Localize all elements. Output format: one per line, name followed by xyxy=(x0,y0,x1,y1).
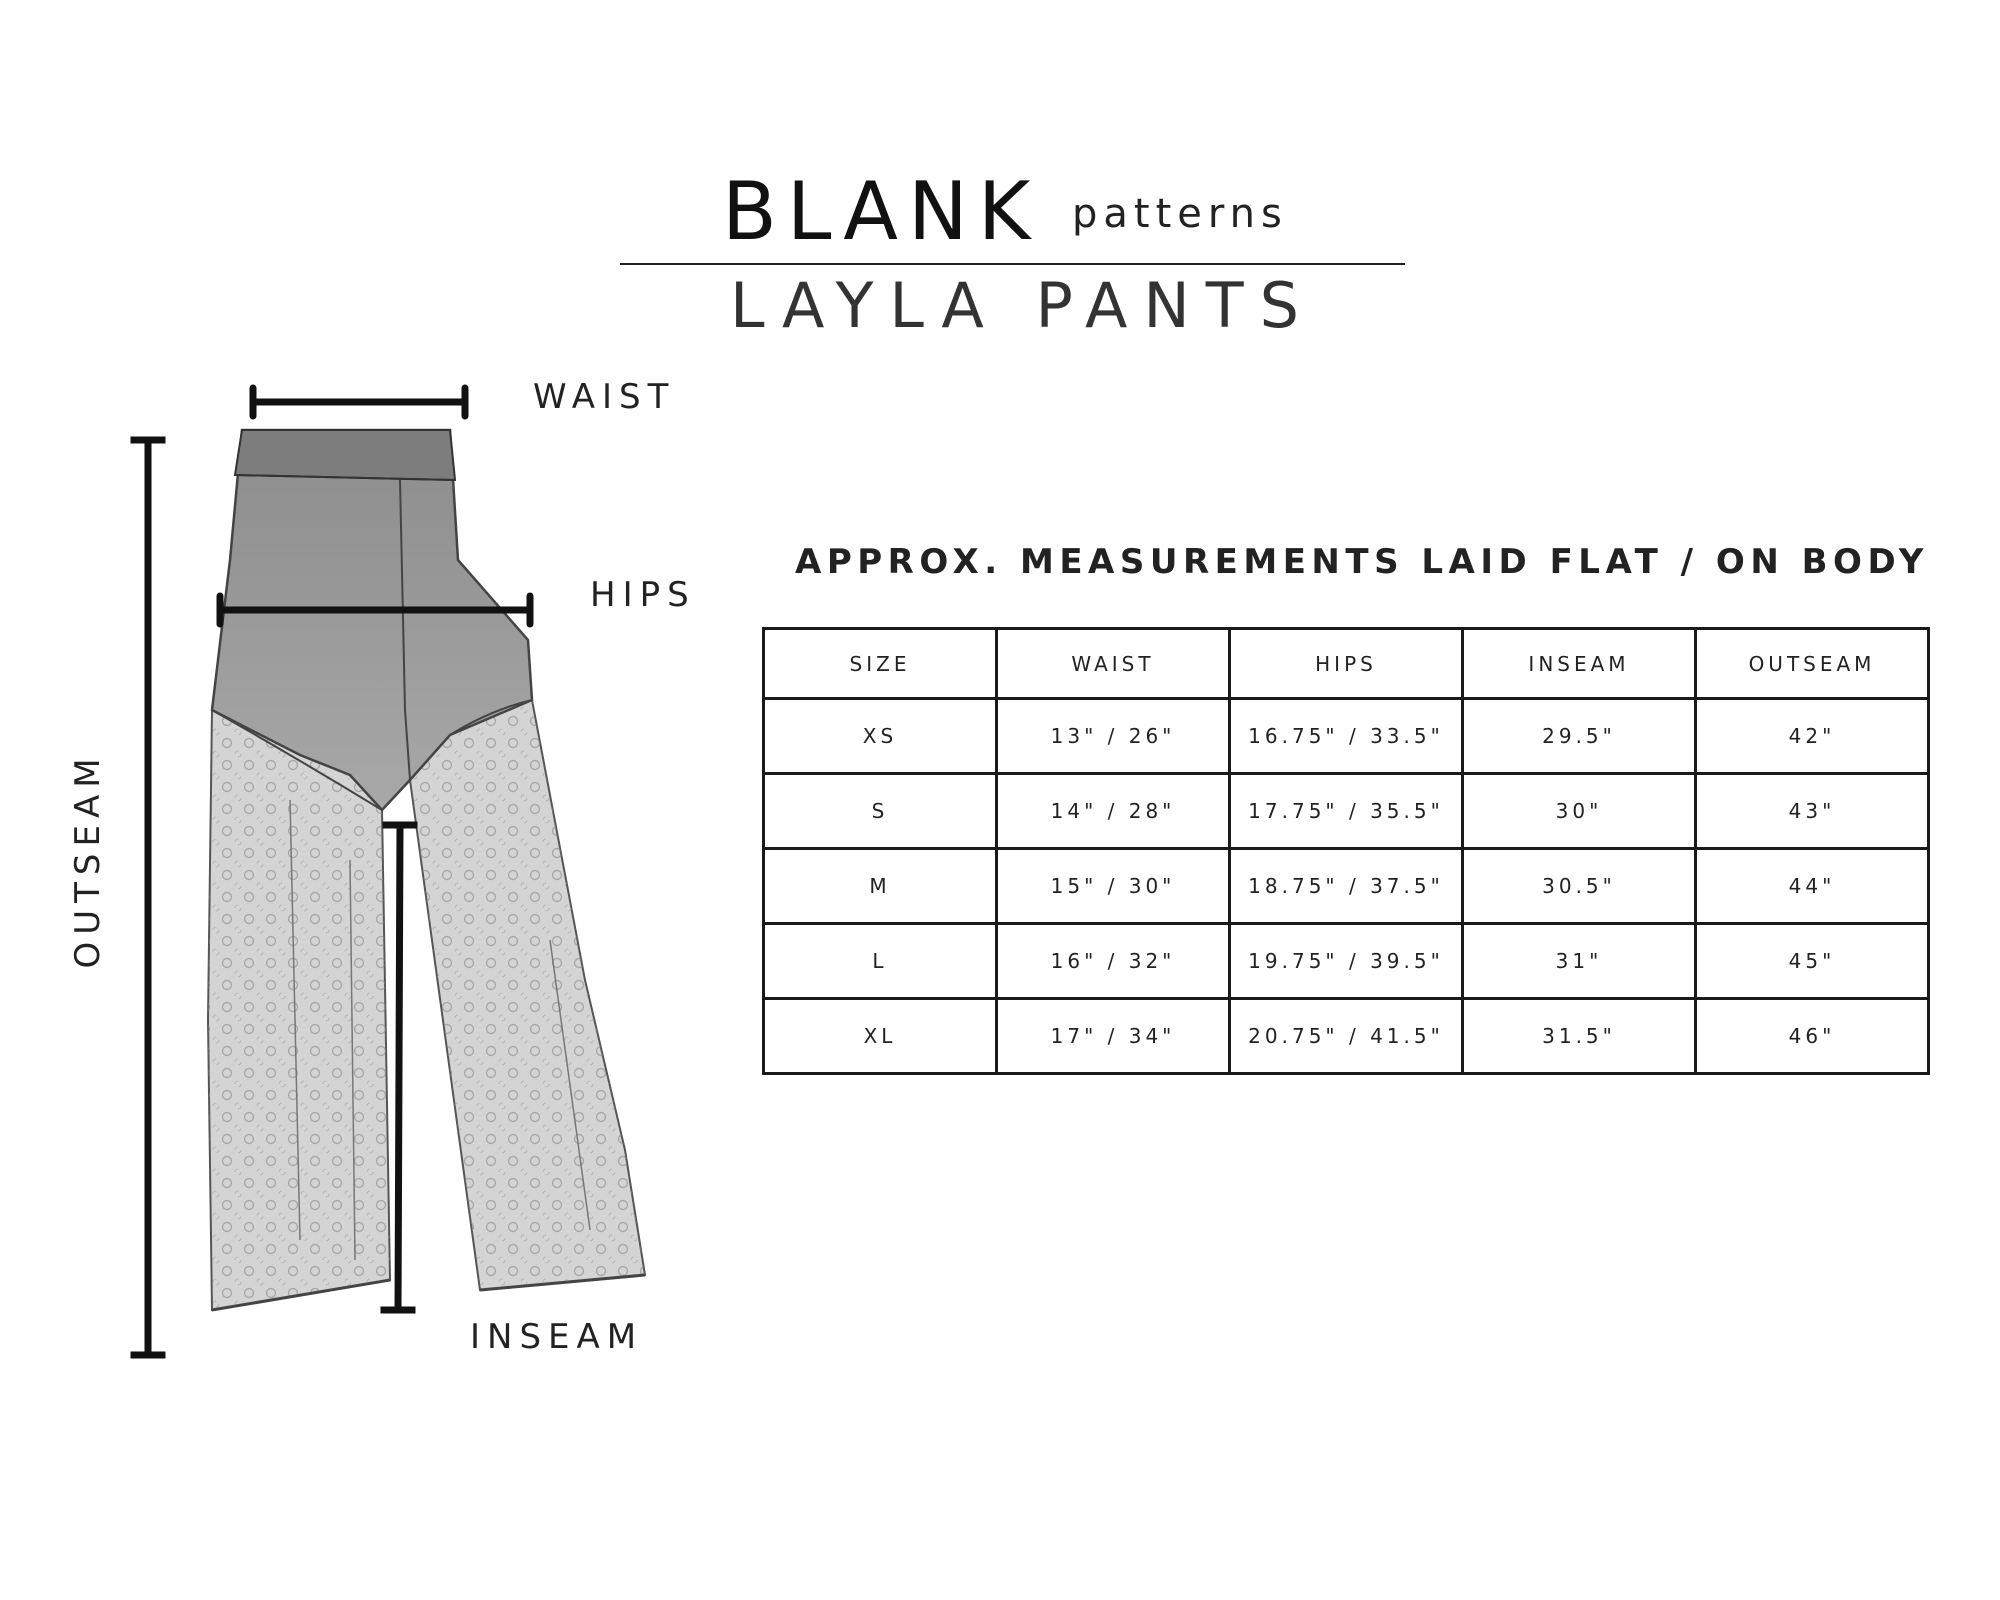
cell-size: S xyxy=(764,774,997,849)
column-header-hips: HIPS xyxy=(1230,629,1463,699)
cell-waist: 16" / 32" xyxy=(997,924,1230,999)
cell-hips: 17.75" / 35.5" xyxy=(1230,774,1463,849)
header-divider xyxy=(620,263,1405,265)
table-row xyxy=(764,849,1929,924)
hips-label: HIPS xyxy=(590,575,696,615)
outseam-measure-bar xyxy=(128,430,168,1370)
cell-waist: 13" / 26" xyxy=(997,699,1230,774)
pants-sketch-icon xyxy=(150,377,710,1360)
table-header-row xyxy=(764,629,1929,699)
waist-label: WAIST xyxy=(533,377,676,417)
cell-waist: 15" / 30" xyxy=(997,849,1230,924)
cell-outseam: 46" xyxy=(1696,999,1929,1074)
inseam-label: INSEAM xyxy=(470,1317,644,1357)
cell-hips: 18.75" / 37.5" xyxy=(1230,849,1463,924)
cell-hips: 16.75" / 33.5" xyxy=(1230,699,1463,774)
column-header-size: SIZE xyxy=(764,629,997,699)
cell-hips: 19.75" / 39.5" xyxy=(1230,924,1463,999)
column-header-outseam: OUTSEAM xyxy=(1696,629,1929,699)
waistband-shape xyxy=(235,430,455,480)
waist-measure-bar xyxy=(253,388,465,416)
table-row xyxy=(764,699,1929,774)
table-row xyxy=(764,924,1929,999)
size-chart-table xyxy=(762,627,1930,1075)
cell-inseam: 30.5" xyxy=(1463,849,1696,924)
outseam-label: OUTSEAM xyxy=(68,751,108,969)
cell-waist: 14" / 28" xyxy=(997,774,1230,849)
column-header-inseam: INSEAM xyxy=(1463,629,1696,699)
cell-inseam: 30" xyxy=(1463,774,1696,849)
table-title: APPROX. MEASUREMENTS LAID FLAT / ON BODY xyxy=(795,542,1929,582)
brand-logo-sub: patterns xyxy=(1072,191,1288,237)
column-header-waist: WAIST xyxy=(997,629,1230,699)
cell-outseam: 44" xyxy=(1696,849,1929,924)
table-row xyxy=(764,999,1929,1074)
table-row xyxy=(764,774,1929,849)
cell-inseam: 31" xyxy=(1463,924,1696,999)
cell-waist: 17" / 34" xyxy=(997,999,1230,1074)
cell-size: XS xyxy=(764,699,997,774)
cell-outseam: 43" xyxy=(1696,774,1929,849)
cell-size: M xyxy=(764,849,997,924)
cell-inseam: 31.5" xyxy=(1463,999,1696,1074)
cell-size: L xyxy=(764,924,997,999)
cell-outseam: 42" xyxy=(1696,699,1929,774)
cell-outseam: 45" xyxy=(1696,924,1929,999)
cell-size: XL xyxy=(764,999,997,1074)
cell-hips: 20.75" / 41.5" xyxy=(1230,999,1463,1074)
page-title: LAYLA PANTS xyxy=(730,269,1315,342)
cell-inseam: 29.5" xyxy=(1463,699,1696,774)
brand-logo-main: BLANK xyxy=(722,165,1041,258)
